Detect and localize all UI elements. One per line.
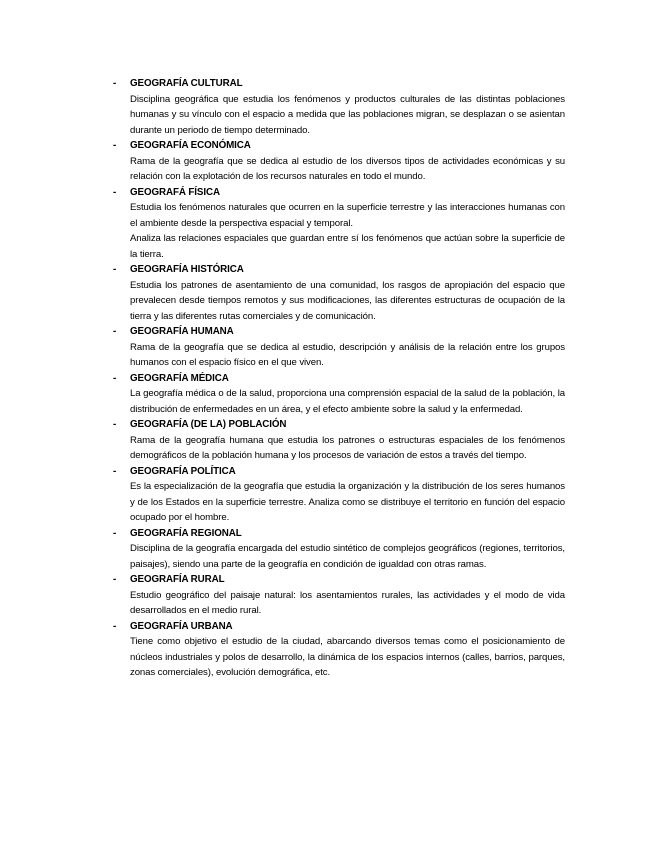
entry-term: GEOGRAFÍA CULTURAL <box>130 78 243 89</box>
glossary-entry <box>113 262 565 324</box>
entry-term: GEOGRAFÍA ECONÓMICA <box>130 140 251 151</box>
entry-definition: Estudia los fenómenos naturales que ocurren en la superficie terrestre y las interacciones humanas con el ambiente desde la perspectiva espacial y temporal. <box>130 202 565 229</box>
entry-definition: Analiza las relaciones espaciales que guardan entre sí los fenómenos que actúan sobre la superficie de la tierra. <box>130 233 565 260</box>
list-bullet: - <box>113 140 117 151</box>
entry-term: GEOGRAFÍA MÉDICA <box>130 372 229 384</box>
entry-definition: Estudio geográfico del paisaje natural: los asentamientos rurales, las actividades y el modo de vida desarrollados en el medio rural. <box>130 589 565 616</box>
list-bullet: - <box>113 620 117 632</box>
entry-term: GEOGRAFÁ FÍSICA <box>130 186 220 198</box>
list-bullet: - <box>113 465 117 477</box>
entry-term: GEOGRAFÍA (DE LA) POBLACIÓN <box>130 419 287 430</box>
glossary-entry <box>113 526 565 573</box>
entry-definition: Disciplina de la geografía encargada del estudio sintético de complejos geográficos (regiones, territorios, paisajes), siendo una parte de la geografía en condición de igualdad con otras ramas. <box>130 543 565 570</box>
list-bullet: - <box>113 574 117 585</box>
entry-definition: Es la especialización de la geografía que estudia la organización y la distribución de los seres humanos y de los Estados en la superficie terrestre. Analiza como se distribuye el territorio en función del espacio ocupado por el hombre. <box>130 481 565 523</box>
entry-term: GEOGRAFÍA POLÍTICA <box>130 465 236 477</box>
entry-definition: Disciplina geográfica que estudia los fenómenos y productos culturales de las distintas poblaciones humanas y su vínculo con el espacio a medida que las poblaciones migran, se desplazan o se asientan durante un periodo de tiempo determinado. <box>130 93 565 136</box>
entry-term: GEOGRAFÍA URBANA <box>130 620 233 632</box>
glossary-entry <box>113 572 565 619</box>
entry-definition: Rama de la geografía humana que estudia los patrones o estructuras espaciales de los fenómenos demográficos de la población humana y los procesos de variación de estos a través del tiempo. <box>130 434 565 461</box>
list-bullet: - <box>113 419 117 430</box>
list-bullet: - <box>113 372 117 384</box>
list-bullet: - <box>113 78 117 89</box>
list-bullet: - <box>113 264 117 275</box>
glossary-entry <box>113 185 565 263</box>
list-bullet: - <box>113 527 117 539</box>
glossary-entry <box>113 138 565 185</box>
entry-term: GEOGRAFÍA HISTÓRICA <box>130 264 244 275</box>
entry-definition: Estudia los patrones de asentamiento de una comunidad, los rasgos de apropiación del espacio que prevalecen desde tiempos remotos y sus modificaciones, las diferentes estructuras de ocupación de la tierra y las diferentes rutas comerciales y de comunicación. <box>130 279 565 322</box>
glossary-entry <box>113 76 565 138</box>
glossary-list <box>113 76 565 681</box>
entry-term: GEOGRAFÍA HUMANA <box>130 326 234 337</box>
glossary-entry <box>113 417 565 464</box>
list-bullet: - <box>113 186 117 198</box>
entry-definition: La geografía médica o de la salud, proporciona una comprensión espacial de la salud de la población, la distribución de enfermedades en un área, y el efecto ambiente sobre la salud y la enfermedad. <box>130 388 565 415</box>
glossary-entry <box>113 619 565 681</box>
entry-definition: Rama de la geografía que se dedica al estudio de los diversos tipos de actividades económicas y su relación con la explotación de los recursos naturales en todo el mundo. <box>130 155 565 182</box>
glossary-entry <box>113 464 565 526</box>
entry-definition: Rama de la geografía que se dedica al estudio, descripción y análisis de la relación entre los grupos humanos con el espacio físico en el que viven. <box>130 341 565 368</box>
glossary-entry <box>113 371 565 418</box>
entry-definition: Tiene como objetivo el estudio de la ciudad, abarcando diversos temas como el posicionamiento de núcleos industriales y polos de desarrollo, la dinámica de los espacios internos (calles, barrios, parques, zonas comerciales), evolución demográfica, etc. <box>130 636 565 678</box>
entry-term: GEOGRAFÍA REGIONAL <box>130 527 242 539</box>
list-bullet: - <box>113 326 117 337</box>
glossary-entry <box>113 324 565 371</box>
entry-term: GEOGRAFÍA RURAL <box>130 574 225 585</box>
